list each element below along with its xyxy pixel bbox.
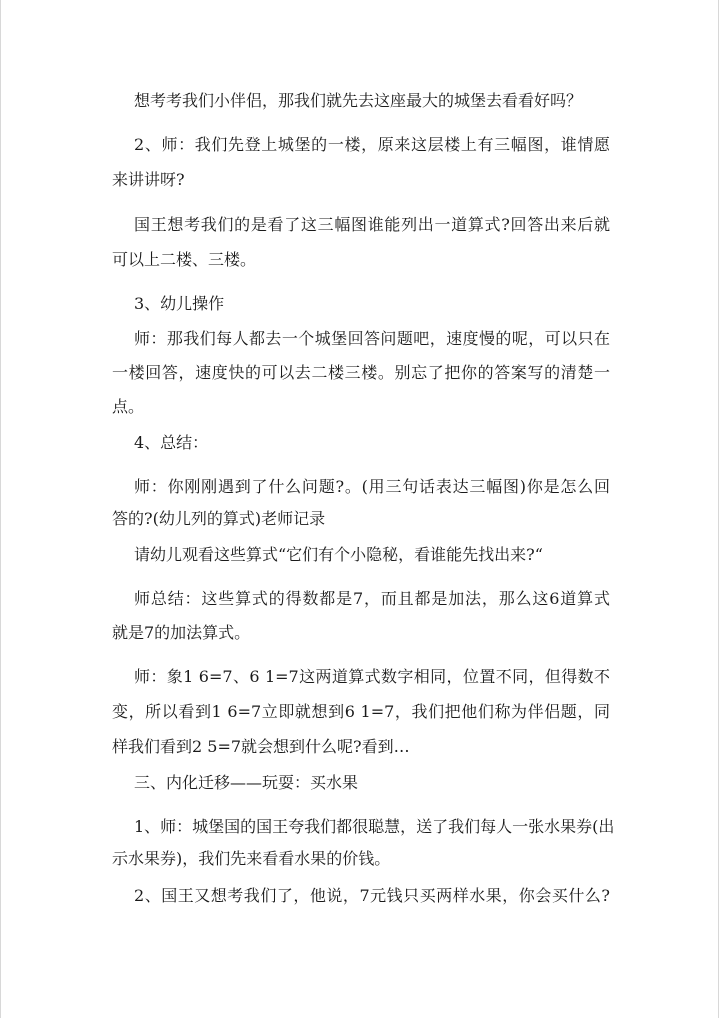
text-line: 可以上二楼、三楼。 xyxy=(112,250,257,269)
text-line: 师：你刚刚遇到了什么问题?。(用三句话表达三幅图)你是怎么回 xyxy=(134,477,610,496)
text-line: 国王想考我们的是看了这三幅图谁能列出一道算式?回答出来后就 xyxy=(134,215,610,234)
text-line: 点。 xyxy=(112,397,145,416)
text-line: 1、师：城堡国的国王夸我们都很聪慧，送了我们每人一张水果券(出 xyxy=(134,817,615,836)
text-line: 2、国王又想考我们了，他说，7元钱只买两样水果，你会买什么? xyxy=(134,886,610,905)
text-line: 样我们看到2 5=7就会想到什么呢?看到… xyxy=(112,737,410,756)
text-line: 请幼儿观看这些算式“它们有个小隐秘，看谁能先找出来?“ xyxy=(134,545,543,564)
page-left-border xyxy=(0,0,1,1018)
section-heading: 三、内化迁移——玩耍：买水果 xyxy=(134,773,359,792)
text-line: 来讲讲呀? xyxy=(112,170,185,189)
text-line: 师：那我们每人都去一个城堡回答问题吧，速度慢的呢，可以只在 xyxy=(134,329,610,348)
text-line: 4、总结： xyxy=(134,433,209,452)
text-line: 就是7的加法算式。 xyxy=(112,623,251,642)
text-line: 师：象1 6=7、6 1=7这两道算式数字相同，位置不同，但得数不 xyxy=(134,667,610,686)
page-right-border xyxy=(718,0,719,1018)
text-line: 2、师：我们先登上城堡的一楼，原来这层楼上有三幅图，谁情愿 xyxy=(134,135,610,154)
text-line: 想考考我们小伴侣，那我们就先去这座最大的城堡去看看好吗？ xyxy=(134,91,583,110)
text-line: 示水果券)，我们先来看看水果的价钱。 xyxy=(112,849,391,868)
text-line: 一楼回答，速度快的可以去二楼三楼。别忘了把你的答案写的清楚一 xyxy=(112,363,610,382)
text-line: 3、幼儿操作 xyxy=(134,294,225,313)
text-line: 师总结：这些算式的得数都是7，而且都是加法，那么这6道算式 xyxy=(134,589,610,608)
text-line: 答的?(幼儿列的算式)老师记录 xyxy=(112,509,326,528)
text-line: 变，所以看到1 6=7立即就想到6 1=7，我们把他们称为伴侣题，同 xyxy=(112,702,610,721)
